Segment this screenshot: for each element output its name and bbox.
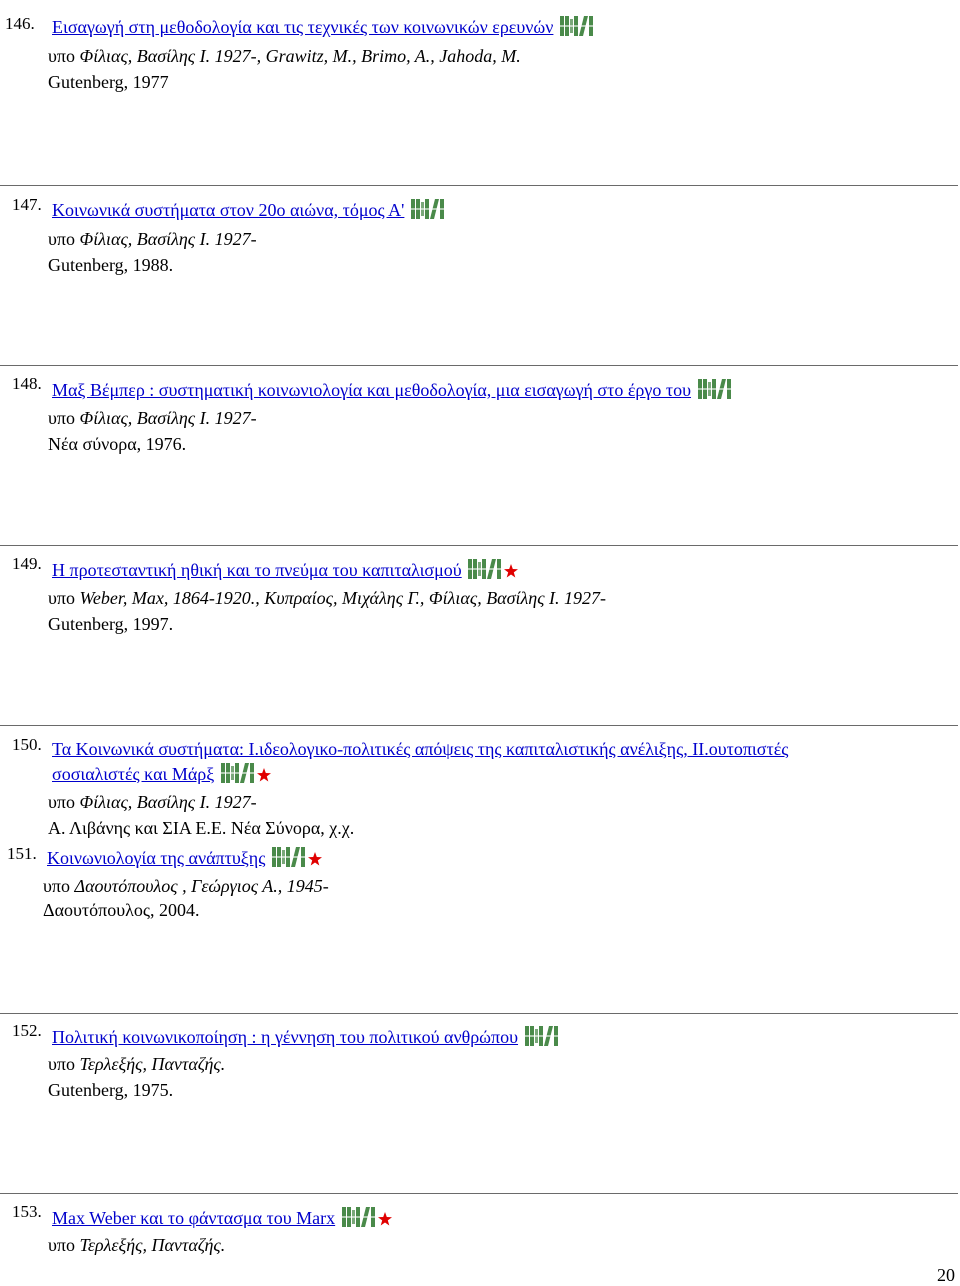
entry-authors: Φίλιας, Βασίλης Ι. 1927- bbox=[79, 408, 257, 428]
entry-authors-line bbox=[48, 1054, 225, 1075]
author-prefix: υπο bbox=[48, 408, 75, 428]
entry-title-link[interactable]: Max Weber και το φάντασμα του Marx bbox=[52, 1208, 336, 1228]
entry-authors-line bbox=[48, 408, 257, 429]
entry-title-link[interactable]: Η προτεσταντική ηθική και το πνεύμα του καπιταλισμού bbox=[52, 560, 462, 580]
star-icon bbox=[378, 1212, 392, 1226]
entry-title-link[interactable]: Κοινωνικά συστήματα στον 20ο αιώνα, τόμος Α' bbox=[52, 200, 405, 220]
entry-authors-line bbox=[48, 1235, 225, 1256]
entry-authors: Δαουτόπουλος , Γεώργιος Α., 1945- bbox=[74, 876, 329, 896]
ebook-icon[interactable] bbox=[698, 379, 732, 399]
divider bbox=[0, 1193, 958, 1194]
entry-authors-line bbox=[43, 876, 329, 897]
star-icon bbox=[504, 564, 518, 578]
entry-publisher: Gutenberg, 1997. bbox=[48, 614, 174, 634]
entry-publisher: Α. Λιβάνης και ΣΙΑ Ε.Ε. Νέα Σύνορα, χ.χ. bbox=[48, 818, 355, 838]
entry-number: 147. bbox=[12, 195, 42, 214]
entry-publisher: Νέα σύνορα, 1976. bbox=[48, 434, 187, 454]
divider bbox=[0, 1013, 958, 1014]
entry-title-link[interactable]: Κοινωνιολογία της ανάπτυξης bbox=[47, 848, 266, 868]
author-prefix: υπο bbox=[43, 876, 70, 896]
entry-authors: Τερλεξής, Πανταζής. bbox=[79, 1054, 226, 1074]
author-prefix: υπο bbox=[48, 1235, 75, 1255]
ebook-icon[interactable] bbox=[342, 1207, 376, 1227]
entry-title-link[interactable]: Εισαγωγή στη μεθοδολογία και τις τεχνικές των κοινωνικών ερευνών bbox=[52, 17, 554, 37]
entry-authors-line bbox=[48, 229, 257, 250]
ebook-icon[interactable] bbox=[468, 559, 502, 579]
entry-authors-line bbox=[48, 46, 521, 67]
ebook-icon[interactable] bbox=[221, 763, 255, 783]
entry-number: 153. bbox=[12, 1202, 42, 1221]
ebook-icon[interactable] bbox=[560, 16, 594, 36]
entry-publisher: Gutenberg, 1975. bbox=[48, 1080, 174, 1100]
author-prefix: υπο bbox=[48, 1054, 75, 1074]
entry-title-link-line1[interactable]: Τα Κοινωνικά συστήματα: Ι.ιδεολογικο-πολιτικές απόψεις της καπιταλιστικής ανέλιξης, ΙΙ.ουτοπιστές bbox=[52, 739, 789, 759]
entry-authors: Φίλιας, Βασίλης Ι. 1927- bbox=[79, 792, 257, 812]
page-number: 20 bbox=[937, 1265, 955, 1285]
divider bbox=[0, 725, 958, 726]
star-icon bbox=[308, 852, 322, 866]
entry-publisher: Gutenberg, 1988. bbox=[48, 255, 174, 275]
entry-authors: Τερλεξής, Πανταζής. bbox=[79, 1235, 226, 1255]
star-icon bbox=[257, 768, 271, 782]
entry-authors-line bbox=[48, 588, 606, 609]
entry-authors-line bbox=[48, 792, 257, 813]
entry-title-link[interactable]: Μαξ Βέμπερ : συστηματική κοινωνιολογία και μεθοδολογία, μια εισαγωγή στο έργο του bbox=[52, 380, 692, 400]
entry-number: 150. bbox=[12, 735, 42, 754]
author-prefix: υπο bbox=[48, 792, 75, 812]
entry-number: 151. bbox=[7, 844, 37, 863]
entry-number: 149. bbox=[12, 554, 42, 573]
ebook-icon[interactable] bbox=[411, 199, 445, 219]
entry-title-link[interactable]: Πολιτική κοινωνικοποίηση : η γέννηση του πολιτικού ανθρώπου bbox=[52, 1027, 519, 1047]
entry-authors: Φίλιας, Βασίλης Ι. 1927-, Grawitz, M., Brimo, A., Jahoda, M. bbox=[79, 46, 521, 66]
entry-authors: Weber, Max, 1864-1920., Κυπραίος, Μιχάλης Γ., Φίλιας, Βασίλης Ι. 1927- bbox=[79, 588, 607, 608]
author-prefix: υπο bbox=[48, 46, 75, 66]
entry-authors: Φίλιας, Βασίλης Ι. 1927- bbox=[79, 229, 257, 249]
divider bbox=[0, 545, 958, 546]
ebook-icon[interactable] bbox=[525, 1026, 559, 1046]
divider bbox=[0, 365, 958, 366]
ebook-icon[interactable] bbox=[272, 847, 306, 867]
entry-title-link-line2[interactable]: σοσιαλιστές και Μάρξ bbox=[52, 764, 215, 784]
entry-publisher: Δαουτόπουλος, 2004. bbox=[43, 900, 200, 920]
divider bbox=[0, 185, 958, 186]
author-prefix: υπο bbox=[48, 588, 75, 608]
author-prefix: υπο bbox=[48, 229, 75, 249]
entry-number: 152. bbox=[12, 1021, 42, 1040]
entry-number: 146. bbox=[5, 14, 35, 33]
entry-publisher: Gutenberg, 1977 bbox=[48, 72, 169, 92]
entry-number: 148. bbox=[12, 374, 42, 393]
